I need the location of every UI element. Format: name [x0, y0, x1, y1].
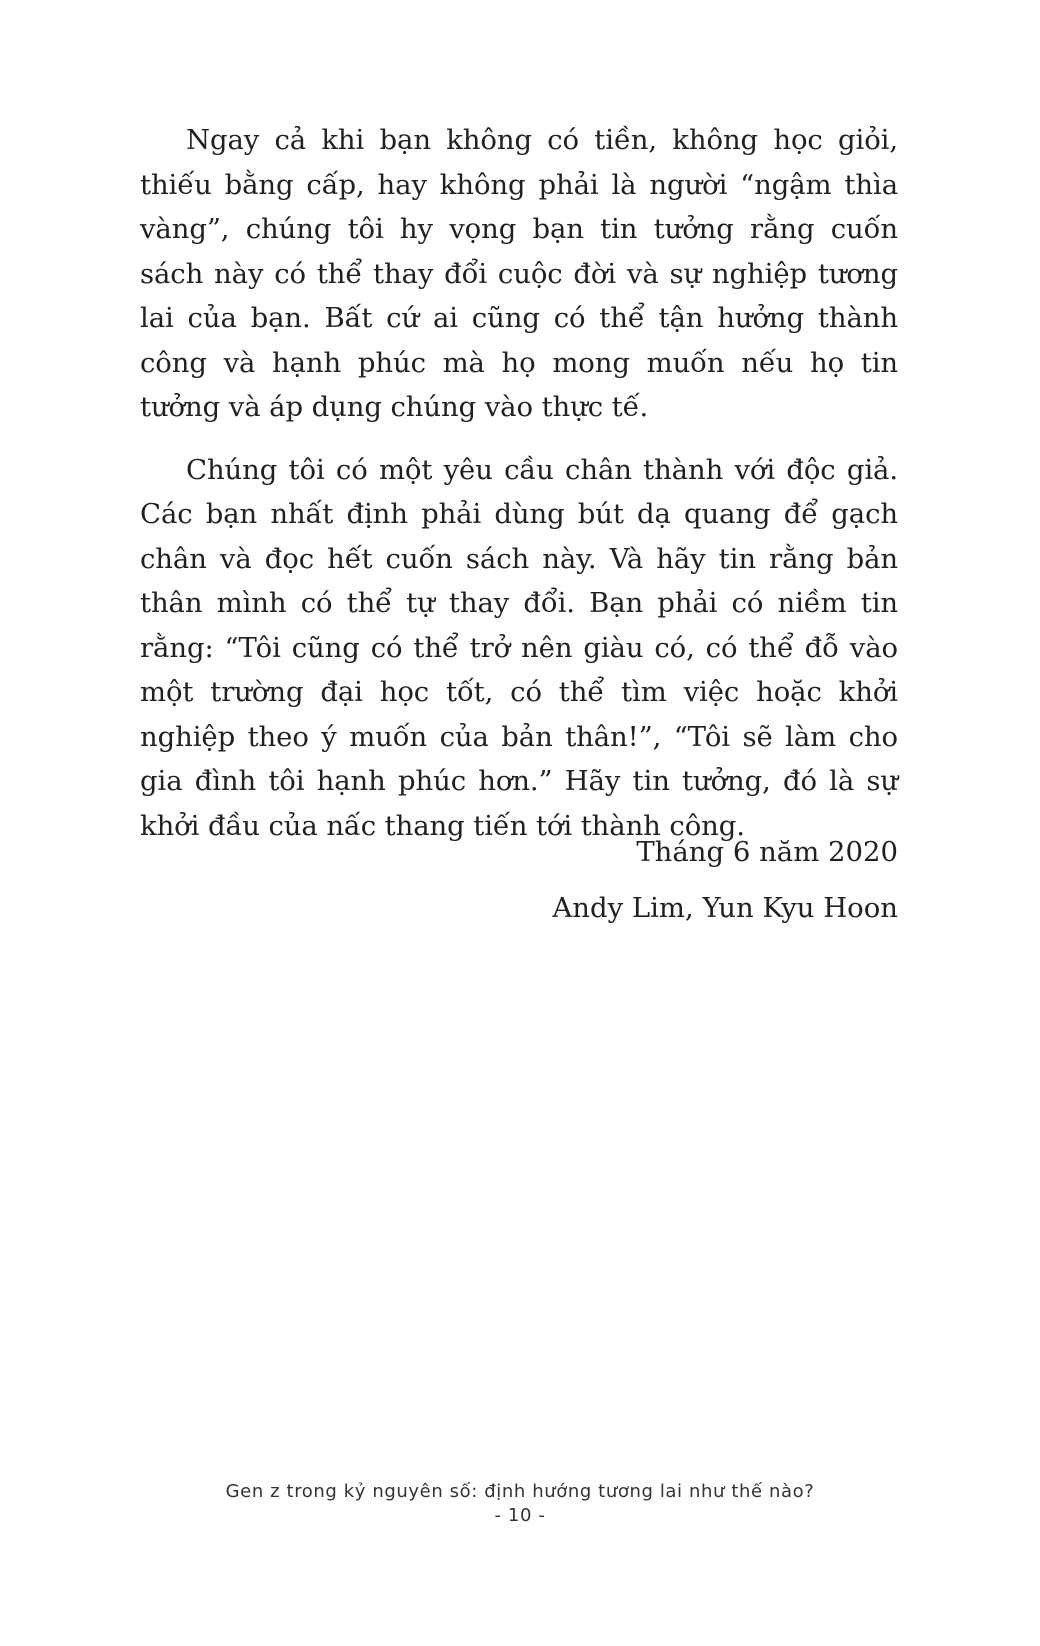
paragraph-1: Ngay cả khi bạn không có tiền, không học giỏi, thiếu bằng cấp, hay không phải là người “ngậm thìa vàng”, chúng tôi hy vọng bạn tin tưởng rằng cuốn sách này có thể thay đổi cuộc đời và sự nghiệp tương lai của bạn. Bất cứ ai cũng có thể tận hưởng thành công và hạnh phúc mà họ mong muốn nếu họ tin tưởng và áp dụng chúng vào thực tế.	[140, 124, 898, 423]
footer-page-number: - 10 -	[494, 1505, 546, 1526]
body-text	[140, 118, 898, 848]
signature-authors: Andy Lim, Yun Kyu Hoon	[552, 892, 898, 924]
footer-book-title: Gen z trong kỷ nguyên số: định hướng tương lai như thế nào?	[225, 1481, 815, 1502]
paragraph-2: Chúng tôi có một yêu cầu chân thành với độc giả. Các bạn nhất định phải dùng bút dạ quang để gạch chân và đọc hết cuốn sách này. Và hãy tin rằng bản thân mình có thể tự thay đổi. Bạn phải có niềm tin rằng: “Tôi cũng có thể trở nên giàu có, có thể đỗ vào một trường đại học tốt, có thể tìm việc hoặc khởi nghiệp theo ý muốn của bản thân!”, “Tôi sẽ làm cho gia đình tôi hạnh phúc hơn.” Hãy tin tưởng, đó là sự khởi đầu của nấc thang tiến tới thành công.	[140, 453, 898, 842]
signature-date: Tháng 6 năm 2020	[636, 836, 898, 868]
